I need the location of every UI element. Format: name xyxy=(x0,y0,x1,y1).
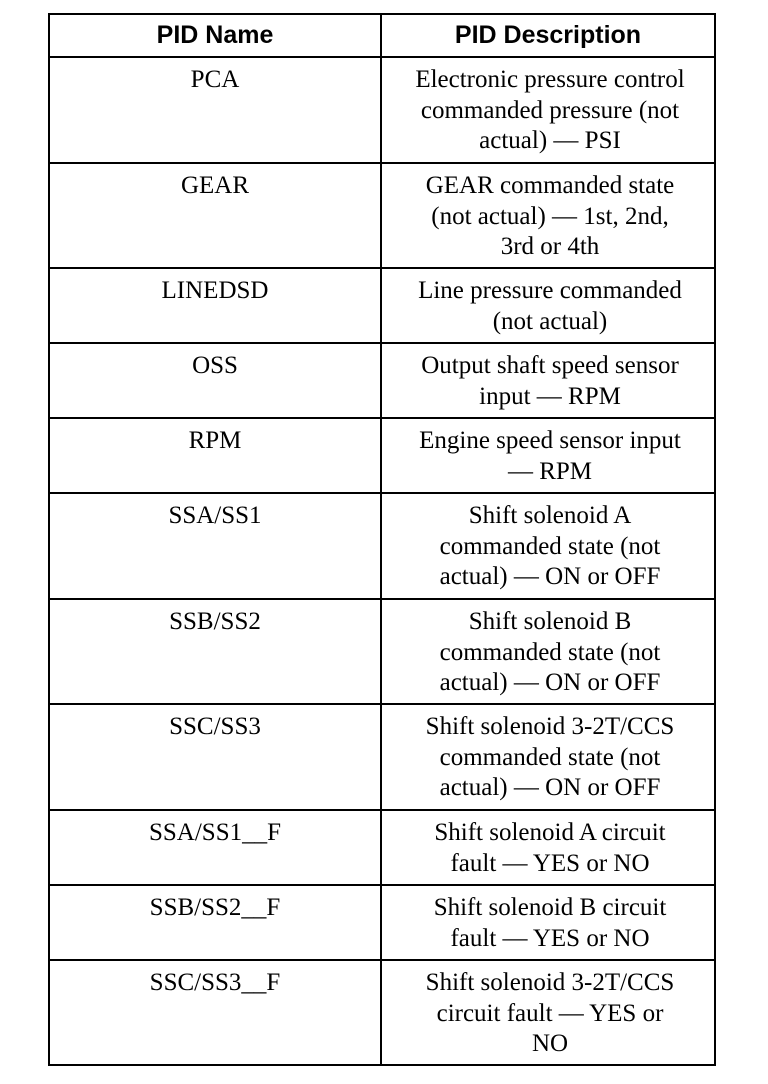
description-line: Electronic pressure control xyxy=(415,66,685,93)
pid-name-cell: SSB/SS2 xyxy=(49,599,381,704)
description-line: Shift solenoid B circuit xyxy=(433,894,667,921)
description-line: Output shaft speed sensor xyxy=(421,352,679,379)
table-header-row xyxy=(49,14,715,57)
description-line: Shift solenoid A circuit xyxy=(434,819,666,846)
description-line: fault — YES or NO xyxy=(450,849,650,877)
pid-name-cell: SSA/SS1 xyxy=(49,493,381,599)
description-line: actual) — ON or OFF xyxy=(439,563,661,590)
description-line: Shift solenoid A xyxy=(468,502,632,529)
description-line: actual) — ON or OFF xyxy=(439,774,661,801)
pid-name-cell: LINEDSD xyxy=(49,268,381,343)
pid-name-cell: SSB/SS2__F xyxy=(49,885,381,960)
pid-name-cell: SSC/SS3 xyxy=(49,704,381,810)
table-row xyxy=(49,418,715,493)
table-body xyxy=(49,57,715,1065)
description-line: Shift solenoid 3-2T/CCS xyxy=(425,713,675,740)
pid-description-cell xyxy=(381,960,715,1065)
pid-name-cell: PCA xyxy=(49,57,381,163)
description-line: commanded state (not xyxy=(439,638,661,666)
description-line: circuit fault — YES or xyxy=(436,999,664,1027)
description-line: Shift solenoid 3-2T/CCS xyxy=(425,969,675,996)
description-line: actual) — ON or OFF xyxy=(439,669,661,696)
pid-description-cell xyxy=(381,418,715,493)
table-row xyxy=(49,960,715,1065)
description-line: fault — YES or NO xyxy=(450,924,650,952)
table-row xyxy=(49,163,715,268)
pid-description-cell xyxy=(381,268,715,343)
pid-name-cell: SSA/SS1__F xyxy=(49,810,381,885)
pid-description-cell xyxy=(381,343,715,418)
description-line: commanded state (not xyxy=(439,532,661,560)
description-line: commanded pressure (not xyxy=(420,96,680,124)
pid-table xyxy=(48,13,716,1066)
pid-name-cell: GEAR xyxy=(49,163,381,268)
description-line: (not actual) — 1st, 2nd, xyxy=(431,202,669,230)
pid-description-cell xyxy=(381,810,715,885)
header-pid-description: PID Description xyxy=(381,14,715,57)
pid-name-cell: RPM xyxy=(49,418,381,493)
table-row xyxy=(49,343,715,418)
description-line: actual) — PSI xyxy=(479,127,621,154)
description-line: Line pressure commanded xyxy=(418,277,682,304)
description-line: Engine speed sensor input xyxy=(419,427,681,454)
pid-description-cell xyxy=(381,885,715,960)
description-line: NO xyxy=(531,1030,569,1057)
pid-name-cell: SSC/SS3__F xyxy=(49,960,381,1065)
description-line: — RPM xyxy=(507,457,593,485)
description-line: input — RPM xyxy=(479,382,621,410)
pid-description-cell xyxy=(381,493,715,599)
header-pid-name: PID Name xyxy=(49,14,381,57)
pid-description-cell xyxy=(381,704,715,810)
description-line: Shift solenoid B xyxy=(468,608,632,635)
description-line: GEAR commanded state xyxy=(425,172,675,199)
description-line: 3rd or 4th xyxy=(500,233,600,260)
table-row xyxy=(49,704,715,810)
table-row xyxy=(49,268,715,343)
table-row xyxy=(49,57,715,163)
table-row xyxy=(49,493,715,599)
table-row xyxy=(49,810,715,885)
pid-description-cell xyxy=(381,57,715,163)
description-line: commanded state (not xyxy=(439,743,661,771)
pid-name-cell: OSS xyxy=(49,343,381,418)
description-line: (not actual) xyxy=(492,307,608,335)
pid-description-cell xyxy=(381,599,715,704)
table-row xyxy=(49,599,715,704)
pid-description-cell xyxy=(381,163,715,268)
table-row xyxy=(49,885,715,960)
